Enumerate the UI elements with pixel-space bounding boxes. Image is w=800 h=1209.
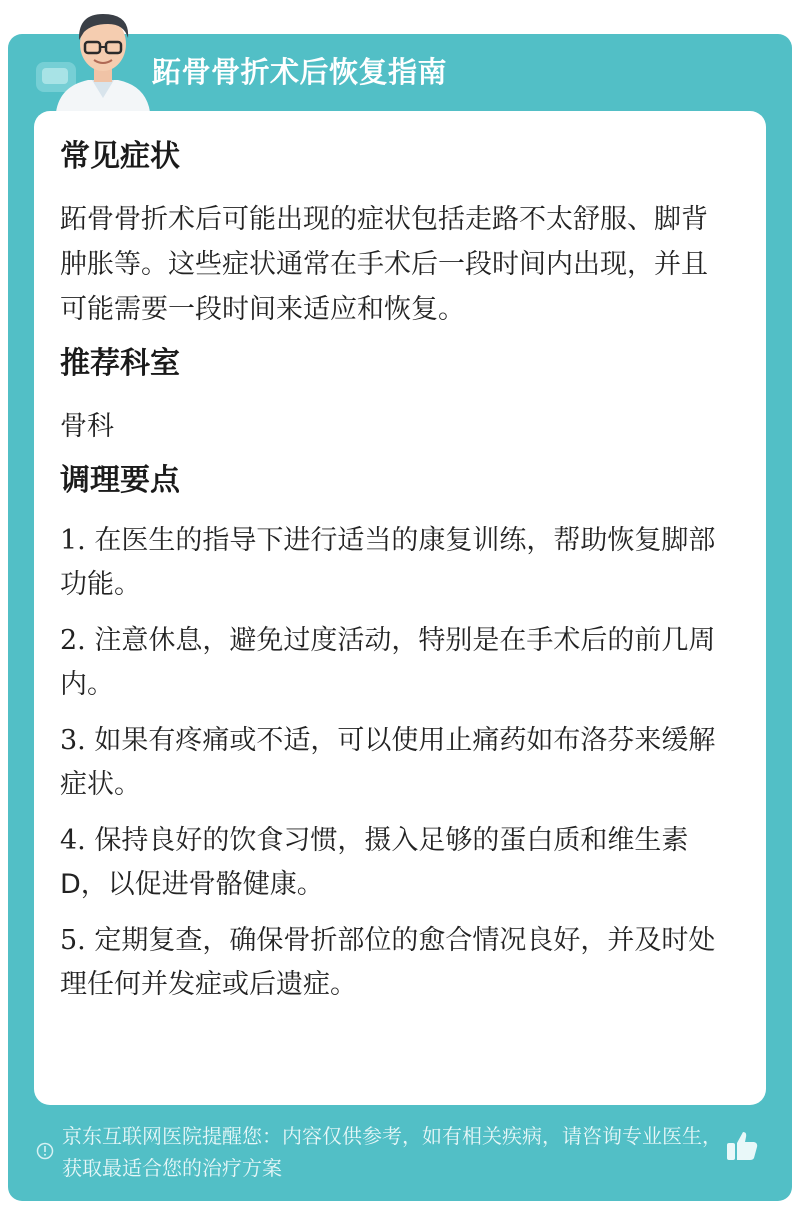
page-title: 跖骨骨折术后恢复指南 (152, 55, 448, 89)
list-item (60, 619, 730, 707)
symptoms-text: 跖骨骨折术后可能出现的症状包括走路不太舒服、脚背肿胀等。这些症状通常在手术后一段时间内出现，并且可能需要一段时间来适应和恢复。 (60, 204, 708, 325)
list-item (60, 719, 730, 807)
disclaimer-text: 京东互联网医院提醒您：内容仅供参考，如有相关疾病，请咨询专业医生，获取最适合您的治疗方案 (62, 1124, 722, 1180)
list-item-text: 保持良好的饮食习惯，摄入足够的蛋白质和维生素D，以促进骨骼健康。 (60, 825, 689, 900)
list-item-number: 5. (60, 925, 86, 956)
list-item-number: 3. (60, 725, 86, 756)
list-item-number: 2. (60, 625, 86, 656)
list-item (60, 819, 730, 907)
section-title-symptoms: 常见症状 (60, 139, 180, 174)
list-item-text: 注意休息，避免过度活动，特别是在手术后的前几周内。 (60, 625, 716, 700)
list-item (60, 519, 730, 607)
list-item-text: 定期复查，确保骨折部位的愈合情况良好，并及时处理任何并发症或后遗症。 (60, 925, 716, 1000)
doctor-avatar (48, 6, 158, 112)
info-icon (36, 1142, 54, 1160)
list-item-text: 如果有疼痛或不适，可以使用止痛药如布洛芬来缓解症状。 (60, 725, 716, 800)
list-item (60, 919, 730, 1007)
list-item-number: 1. (60, 525, 86, 556)
section-title-department: 推荐科室 (60, 346, 180, 381)
department-text: 骨科 (60, 411, 114, 442)
thumbs-up-icon[interactable] (724, 1128, 760, 1164)
section-title-care: 调理要点 (60, 463, 180, 498)
content-card (34, 111, 766, 1105)
care-list (60, 519, 730, 1007)
list-item-text: 在医生的指导下进行适当的康复训练，帮助恢复脚部功能。 (60, 525, 716, 600)
list-item-number: 4. (60, 825, 86, 856)
